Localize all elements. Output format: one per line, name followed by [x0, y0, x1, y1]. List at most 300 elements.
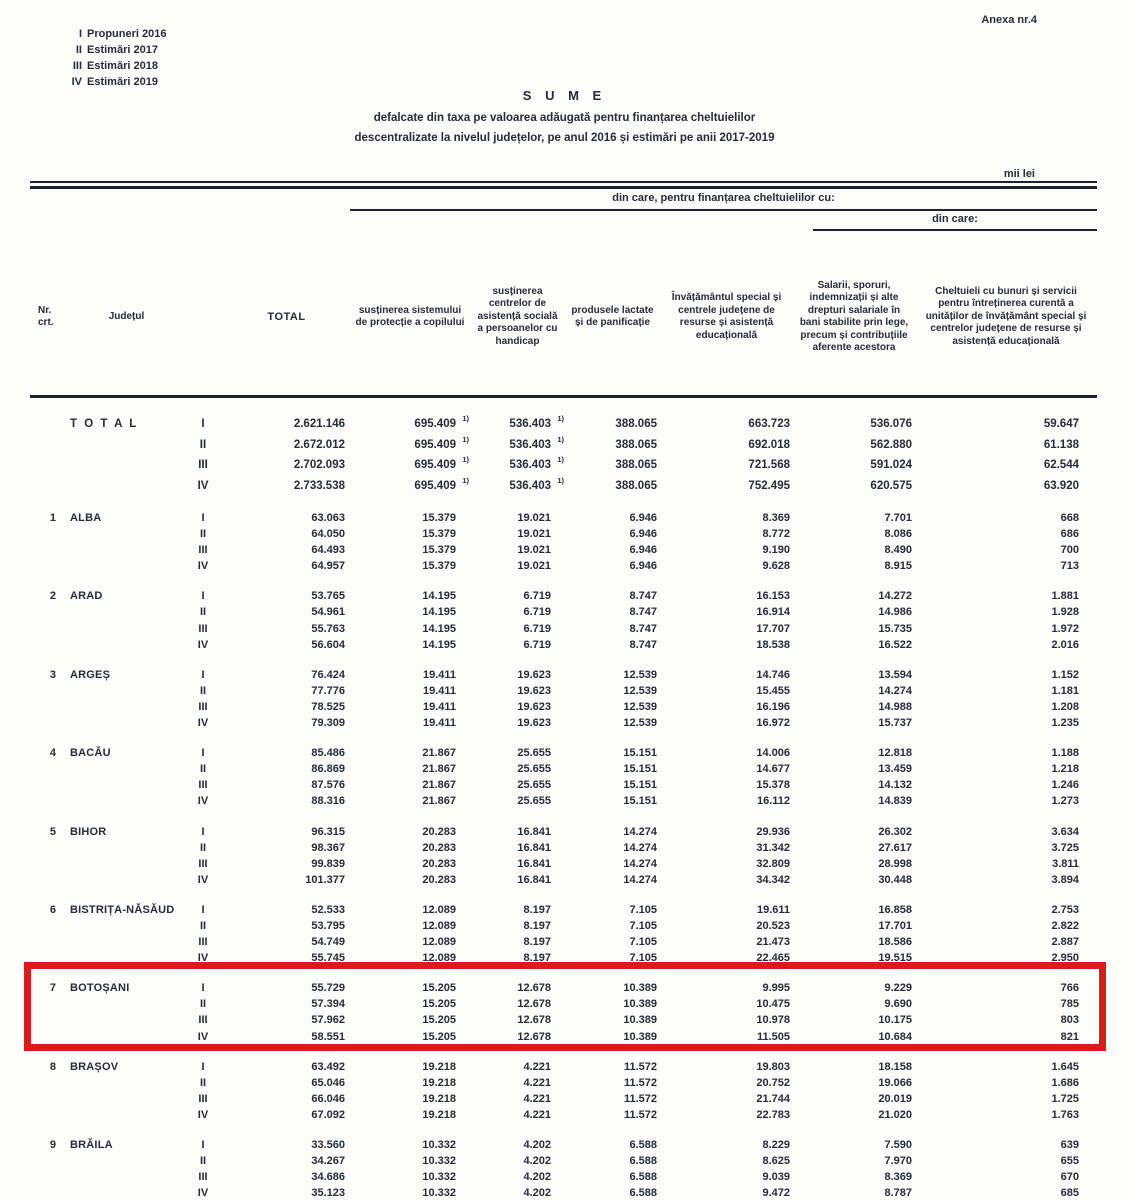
legend-item — [60, 42, 166, 58]
table-row — [30, 793, 1097, 809]
value-cell: 9.472 — [762, 1187, 790, 1200]
value-cell: 1.972 — [1051, 622, 1079, 635]
row-number — [30, 621, 70, 637]
table-row — [30, 1153, 1097, 1169]
county-block — [30, 745, 1097, 809]
table-row — [30, 996, 1097, 1012]
value-cell: 52.533 — [311, 903, 345, 916]
value-cell: 8.197 — [523, 936, 551, 949]
value-cell: 14.132 — [878, 779, 912, 792]
value-cell: 752.495 — [748, 479, 790, 492]
value-cell: 16.196 — [756, 700, 790, 713]
value-cell: 16.841 — [517, 841, 551, 854]
row-number — [30, 683, 70, 699]
value-cell: 57.394 — [311, 998, 345, 1011]
value-cell: 10.389 — [623, 998, 657, 1011]
year-indicator: IV — [197, 638, 209, 651]
value-cell: 13.459 — [878, 763, 912, 776]
value-cell: 65.046 — [311, 1076, 345, 1089]
header-rule-top-thick — [30, 186, 1097, 189]
column-header-asistenta-sociala: susținerea centrelor de asistență socială a persoanelor cu handicap — [477, 285, 558, 347]
value-cell: 8.197 — [523, 919, 551, 932]
value-cell: 12.089 — [422, 952, 456, 965]
value-cell: 6.719 — [523, 622, 551, 635]
value-cell: 668 — [1060, 512, 1079, 524]
value-cell: 53.795 — [311, 919, 345, 932]
county-name — [70, 934, 183, 950]
value-cell: 10.332 — [422, 1187, 456, 1200]
group-header-main: din care, pentru finanțarea cheltuielilor cu: — [612, 192, 835, 204]
year-indicator: IV — [197, 952, 209, 965]
value-cell: 19.411 — [422, 684, 456, 697]
county-name — [70, 950, 183, 966]
value-cell: 54.749 — [311, 936, 345, 949]
table-row — [30, 455, 1097, 476]
value-cell: 12.678 — [517, 982, 551, 995]
value-cell: 1.686 — [1051, 1076, 1079, 1089]
value-cell: 61.138 — [1043, 438, 1079, 451]
year-indicator: II — [199, 684, 207, 697]
value-cell: 20.752 — [756, 1076, 790, 1089]
value-cell: 99.839 — [311, 857, 345, 870]
value-cell: 639 — [1060, 1139, 1079, 1151]
value-cell: 10.475 — [756, 998, 790, 1011]
table-row — [30, 1075, 1097, 1091]
value-cell: 1.246 — [1051, 779, 1079, 792]
table-row — [30, 637, 1097, 653]
county-block — [30, 667, 1097, 731]
county-name — [70, 558, 183, 574]
value-cell: 18.586 — [878, 936, 912, 949]
value-cell: 26.302 — [878, 825, 912, 838]
value-cell: 8.086 — [884, 528, 912, 541]
value-cell: 655 — [1060, 1155, 1079, 1168]
value-cell: 4.202 — [523, 1155, 551, 1168]
value-cell: 1.181 — [1051, 684, 1079, 697]
row-number — [30, 699, 70, 715]
value-cell: 28.998 — [878, 857, 912, 870]
column-header-nr: Nr. crt. — [38, 304, 54, 328]
value-cell: 87.576 — [311, 779, 345, 792]
column-header-produse-lactate: produsele lactate și de panificație — [571, 304, 654, 328]
row-number — [30, 1012, 70, 1028]
year-indicator: IV — [197, 1108, 209, 1121]
value-cell: 14.274 — [623, 825, 657, 838]
year-indicator: I — [201, 903, 205, 916]
table-row — [30, 476, 1097, 497]
value-cell: 8.369 — [762, 512, 790, 524]
table-row — [30, 667, 1097, 683]
value-cell: 16.914 — [756, 606, 790, 619]
value-cell: 101.377 — [305, 873, 345, 886]
value-cell: 15.379 — [422, 528, 456, 541]
value-cell: 19.066 — [878, 1076, 912, 1089]
value-cell: 3.894 — [1051, 873, 1079, 886]
value-cell: 3.634 — [1051, 825, 1079, 838]
value-cell: 8.625 — [762, 1155, 790, 1168]
footnote-marker: 1) — [557, 414, 564, 423]
table-row — [30, 1059, 1097, 1075]
row-number — [30, 761, 70, 777]
legend-label: Estimări 2018 — [87, 60, 158, 72]
table-row — [30, 414, 1097, 435]
year-indicator: III — [198, 459, 208, 471]
value-cell: 15.151 — [623, 747, 657, 760]
value-cell: 76.424 — [311, 668, 345, 681]
table-row — [30, 1091, 1097, 1107]
value-cell: 21.867 — [422, 795, 456, 808]
value-cell: 15.378 — [756, 779, 790, 792]
value-cell: 16.522 — [878, 638, 912, 651]
county-name — [70, 1153, 183, 1169]
value-cell: 34.267 — [311, 1155, 345, 1168]
title-block — [0, 88, 1129, 148]
legend-label: Estimări 2017 — [87, 44, 158, 56]
value-cell: 12.818 — [878, 747, 912, 760]
value-cell: 6.719 — [523, 590, 551, 603]
county-name: ARGEȘ — [70, 668, 111, 681]
year-indicator: IV — [197, 1030, 209, 1043]
value-cell: 64.493 — [311, 544, 345, 557]
row-number — [30, 872, 70, 888]
value-cell: 33.560 — [311, 1139, 345, 1151]
table-row — [30, 934, 1097, 950]
value-cell: 16.972 — [756, 717, 790, 730]
value-cell: 620.575 — [870, 479, 912, 492]
county-block — [30, 510, 1097, 574]
value-cell: 15.151 — [623, 795, 657, 808]
table-row — [30, 510, 1097, 526]
value-cell: 14.274 — [878, 684, 912, 697]
value-cell: 14.195 — [422, 622, 456, 635]
value-cell: 14.839 — [878, 795, 912, 808]
table-row — [30, 1012, 1097, 1028]
value-cell: 29.936 — [756, 825, 790, 838]
value-cell: 19.218 — [422, 1092, 456, 1105]
value-cell: 59.647 — [1043, 418, 1079, 430]
value-cell: 88.316 — [311, 795, 345, 808]
value-cell: 8.197 — [523, 903, 551, 916]
value-cell: 19.021 — [517, 560, 551, 573]
value-cell: 14.746 — [756, 668, 790, 681]
value-cell: 8.229 — [762, 1139, 790, 1151]
value-cell: 15.379 — [422, 544, 456, 557]
value-cell: 16.153 — [756, 590, 790, 603]
value-cell: 14.988 — [878, 700, 912, 713]
value-cell: 12.539 — [623, 717, 657, 730]
value-cell: 12.089 — [422, 936, 456, 949]
value-cell: 821 — [1060, 1030, 1079, 1043]
value-cell: 562.880 — [870, 438, 912, 451]
county-name — [70, 1107, 183, 1123]
value-cell: 7.105 — [629, 936, 657, 949]
value-cell: 14.195 — [422, 606, 456, 619]
year-indicator: III — [198, 857, 208, 870]
value-cell: 14.274 — [623, 841, 657, 854]
table-row — [30, 604, 1097, 620]
county-block — [30, 824, 1097, 888]
row-number — [30, 934, 70, 950]
value-cell: 19.611 — [756, 903, 790, 916]
value-cell: 14.195 — [422, 590, 456, 603]
value-cell: 77.776 — [311, 684, 345, 697]
legend-symbol: III — [72, 60, 82, 72]
table-row — [30, 950, 1097, 966]
value-cell: 19.218 — [422, 1108, 456, 1121]
county-name — [70, 435, 183, 456]
county-block — [30, 588, 1097, 652]
county-name — [70, 683, 183, 699]
value-cell: 66.046 — [311, 1092, 345, 1105]
table-row — [30, 1107, 1097, 1123]
value-cell: 25.655 — [517, 763, 551, 776]
value-cell: 8.787 — [884, 1187, 912, 1200]
year-indicator: III — [198, 1171, 208, 1184]
row-number: 9 — [49, 1139, 56, 1151]
year-indicator: IV — [197, 560, 209, 573]
value-cell: 15.205 — [422, 1030, 456, 1043]
table-row — [30, 683, 1097, 699]
table-row — [30, 745, 1097, 761]
value-cell: 25.655 — [517, 779, 551, 792]
value-cell: 1.273 — [1051, 795, 1079, 808]
table-row — [30, 715, 1097, 731]
value-cell: 67.092 — [311, 1108, 345, 1121]
value-cell: 15.151 — [623, 763, 657, 776]
value-cell: 22.783 — [756, 1108, 790, 1121]
row-number — [30, 414, 70, 435]
value-cell: 2.016 — [1051, 638, 1079, 651]
county-name — [70, 777, 183, 793]
county-name: ARAD — [70, 590, 103, 603]
value-cell: 536.403 1) — [509, 475, 564, 492]
value-cell: 6.588 — [629, 1171, 657, 1184]
value-cell: 27.617 — [878, 841, 912, 854]
value-cell: 16.858 — [878, 903, 912, 916]
county-block — [30, 1137, 1097, 1200]
legend — [60, 26, 166, 90]
page-title: S U M E — [522, 88, 607, 103]
table-row — [30, 588, 1097, 604]
value-cell: 9.690 — [884, 998, 912, 1011]
value-cell: 78.525 — [311, 700, 345, 713]
county-name — [70, 455, 183, 476]
value-cell: 7.970 — [884, 1155, 912, 1168]
year-indicator: III — [198, 700, 208, 713]
value-cell: 9.229 — [884, 982, 912, 995]
table-row — [30, 840, 1097, 856]
year-indicator: IV — [197, 795, 209, 808]
value-cell: 2.822 — [1051, 919, 1079, 932]
value-cell: 10.978 — [756, 1014, 790, 1027]
year-indicator: II — [199, 763, 207, 776]
value-cell: 8.747 — [629, 638, 657, 651]
table-row — [30, 872, 1097, 888]
value-cell: 4.202 — [523, 1187, 551, 1200]
county-name: ALBA — [70, 512, 102, 524]
value-cell: 21.867 — [422, 763, 456, 776]
table-row — [30, 902, 1097, 918]
value-cell: 12.089 — [422, 919, 456, 932]
footnote-marker: 1) — [557, 434, 564, 444]
value-cell: 11.572 — [623, 1108, 657, 1121]
county-block — [30, 980, 1097, 1044]
table-row — [30, 824, 1097, 840]
value-cell: 8.772 — [762, 528, 790, 541]
value-cell: 695.409 1) — [414, 475, 469, 492]
value-cell: 20.019 — [878, 1092, 912, 1105]
value-cell: 20.283 — [422, 825, 456, 838]
table-row — [30, 558, 1097, 574]
county-name: BOTOȘANI — [70, 982, 130, 995]
legend-symbol: II — [75, 44, 82, 56]
county-name — [70, 840, 183, 856]
year-indicator: I — [201, 1060, 205, 1073]
year-indicator: II — [199, 1155, 207, 1168]
value-cell: 56.604 — [311, 638, 345, 651]
value-cell: 20.283 — [422, 841, 456, 854]
value-cell: 685 — [1060, 1187, 1079, 1200]
year-indicator: II — [199, 606, 207, 619]
legend-label: Propuneri 2016 — [87, 28, 167, 40]
value-cell: 10.332 — [422, 1155, 456, 1168]
year-indicator: I — [201, 1139, 205, 1151]
value-cell: 1.218 — [1051, 763, 1079, 776]
value-cell: 96.315 — [311, 825, 345, 838]
value-cell: 6.588 — [629, 1187, 657, 1200]
value-cell: 7.701 — [884, 512, 912, 524]
column-header-judetul: Județul — [108, 310, 145, 322]
row-number: 8 — [49, 1060, 56, 1073]
value-cell: 64.957 — [311, 560, 345, 573]
value-cell: 536.403 1) — [509, 455, 564, 471]
county-name — [70, 1169, 183, 1185]
county-name — [70, 996, 183, 1012]
row-number — [30, 950, 70, 966]
value-cell: 12.678 — [517, 998, 551, 1011]
value-cell: 9.190 — [762, 544, 790, 557]
value-cell: 21.020 — [878, 1108, 912, 1121]
year-indicator: III — [198, 622, 208, 635]
value-cell: 388.065 — [615, 438, 657, 451]
value-cell: 19.021 — [517, 528, 551, 541]
value-cell: 19.623 — [517, 668, 551, 681]
value-cell: 6.946 — [629, 528, 657, 541]
value-cell: 536.403 1) — [509, 414, 564, 430]
value-cell: 15.205 — [422, 998, 456, 1011]
row-number: 6 — [49, 903, 56, 916]
value-cell: 11.572 — [623, 1076, 657, 1089]
value-cell: 64.050 — [311, 528, 345, 541]
group-header-sub: din care: — [932, 213, 978, 225]
row-number — [30, 637, 70, 653]
table-header — [30, 168, 1097, 398]
value-cell: 721.568 — [748, 459, 790, 471]
value-cell: 10.175 — [878, 1014, 912, 1027]
row-number — [30, 1029, 70, 1045]
value-cell: 12.539 — [623, 700, 657, 713]
row-number: 5 — [49, 825, 56, 838]
value-cell: 18.158 — [878, 1060, 912, 1073]
row-number — [30, 996, 70, 1012]
year-indicator: III — [198, 1014, 208, 1027]
county-name — [70, 604, 183, 620]
table-row — [30, 435, 1097, 456]
county-name: BRAȘOV — [70, 1060, 119, 1073]
table-body — [30, 401, 1097, 1200]
year-indicator: I — [201, 747, 205, 760]
value-cell: 57.962 — [311, 1014, 345, 1027]
county-name — [70, 1012, 183, 1028]
column-header-cheltuieli-bunuri: Cheltuieli cu bunuri și servicii pentru întreținerea curentă a unităților de învățământ special și centrelor județene de resurse și asistență educațională — [925, 285, 1087, 347]
value-cell: 388.065 — [615, 418, 657, 430]
column-header-salarii: Salarii, sporuri, indemnizații și alte drepturi salariale în bani stabilite prin lege, precum și contribuțiile aferente acestora — [799, 279, 909, 353]
row-number — [30, 1153, 70, 1169]
value-cell: 10.332 — [422, 1171, 456, 1184]
value-cell: 53.765 — [311, 590, 345, 603]
value-cell: 1.928 — [1051, 606, 1079, 619]
table-row — [30, 777, 1097, 793]
value-cell: 591.024 — [870, 459, 912, 471]
value-cell: 10.684 — [878, 1030, 912, 1043]
row-number: 1 — [49, 512, 56, 524]
legend-symbol: I — [78, 28, 82, 40]
value-cell: 14.272 — [878, 590, 912, 603]
value-cell: 8.369 — [884, 1171, 912, 1184]
value-cell: 6.719 — [523, 606, 551, 619]
value-cell: 388.065 — [615, 479, 657, 492]
value-cell: 14.677 — [756, 763, 790, 776]
column-header-invatamant-special: Învățământul special și centrele județene de resurse și asistență educațională — [671, 292, 782, 341]
value-cell: 15.455 — [756, 684, 790, 697]
value-cell: 25.655 — [517, 795, 551, 808]
annex-label: Anexa nr.4 — [981, 14, 1037, 26]
value-cell: 62.544 — [1043, 459, 1079, 471]
value-cell: 63.492 — [311, 1060, 345, 1073]
value-cell: 19.515 — [878, 952, 912, 965]
county-name — [70, 542, 183, 558]
value-cell: 6.946 — [629, 544, 657, 557]
value-cell: 695.409 1) — [414, 455, 469, 471]
value-cell: 2.702.093 — [293, 459, 345, 471]
value-cell: 21.867 — [422, 779, 456, 792]
row-number — [30, 1091, 70, 1107]
value-cell: 63.920 — [1043, 479, 1079, 492]
table-row — [30, 526, 1097, 542]
value-cell: 8.197 — [523, 952, 551, 965]
value-cell: 15.379 — [422, 560, 456, 573]
value-cell: 6.588 — [629, 1155, 657, 1168]
column-header-protectia-copilului: susținerea sistemului de protecție a copilului — [355, 304, 465, 328]
row-number — [30, 1107, 70, 1123]
value-cell: 10.332 — [422, 1139, 456, 1151]
year-indicator: IV — [197, 717, 209, 730]
footnote-marker: 1) — [462, 455, 469, 464]
value-cell: 55.745 — [311, 952, 345, 965]
row-number — [30, 840, 70, 856]
value-cell: 4.202 — [523, 1139, 551, 1151]
value-cell: 34.342 — [756, 873, 790, 886]
row-number: 3 — [49, 668, 56, 681]
value-cell: 17.701 — [878, 919, 912, 932]
value-cell: 6.588 — [629, 1139, 657, 1151]
value-cell: 86.869 — [311, 763, 345, 776]
county-name — [70, 1091, 183, 1107]
year-indicator: I — [201, 512, 205, 524]
value-cell: 1.188 — [1051, 747, 1079, 760]
value-cell: 8.747 — [629, 590, 657, 603]
value-cell: 9.628 — [762, 560, 790, 573]
